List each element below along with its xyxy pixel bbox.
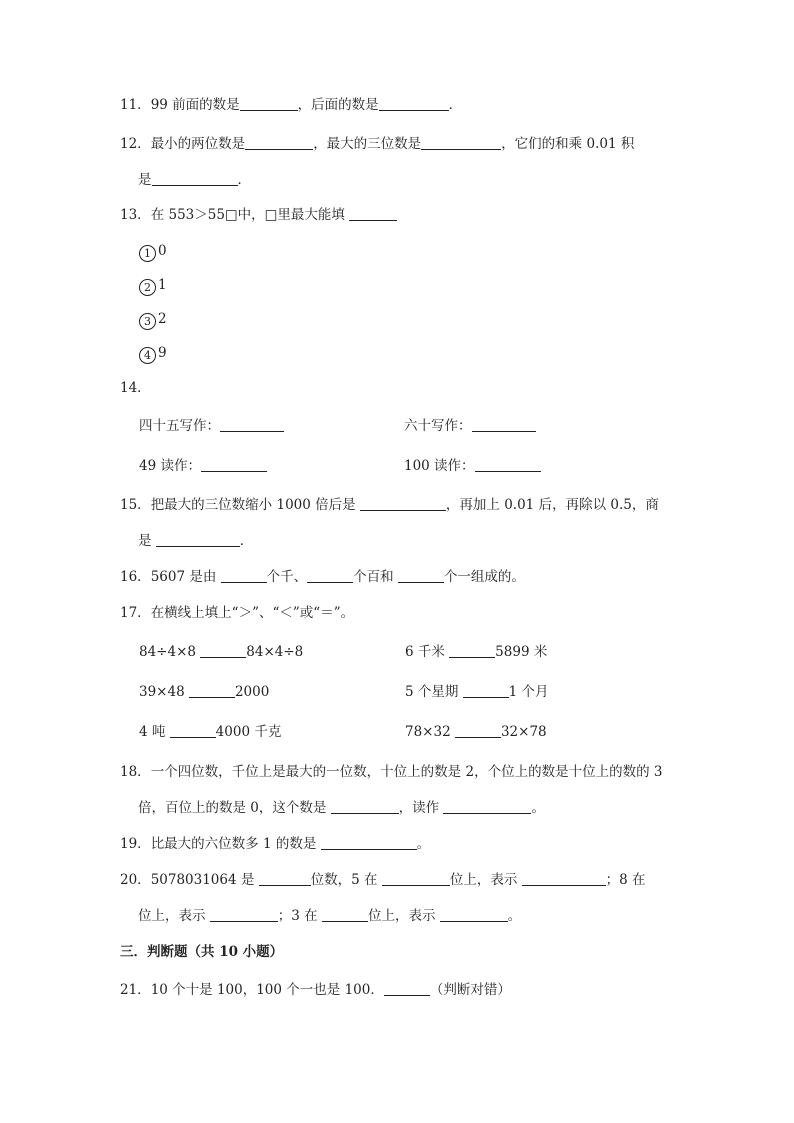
question-number: 18． xyxy=(120,764,151,780)
answer-blank[interactable] xyxy=(443,799,531,814)
question-text: （判断对错） xyxy=(429,982,511,998)
option-4[interactable] xyxy=(139,343,167,364)
question-text: 最小的两位数是 xyxy=(150,136,246,152)
expression: 4 吨 xyxy=(139,724,170,740)
question-number: 11． xyxy=(120,97,151,113)
answer-blank[interactable] xyxy=(472,417,536,432)
answer-blank[interactable] xyxy=(307,568,353,583)
question-text: 。 xyxy=(507,908,522,924)
question-text: 四十五写作： xyxy=(139,418,220,434)
answer-blank[interactable] xyxy=(398,568,444,583)
answer-blank[interactable] xyxy=(152,171,238,186)
option-value: 0 xyxy=(158,243,167,259)
question-text: 比最大的六位数多 1 的数是 xyxy=(150,836,321,852)
answer-blank[interactable] xyxy=(455,723,501,738)
question-21 xyxy=(120,980,511,1000)
question-number: 21． xyxy=(120,982,151,998)
question-11 xyxy=(120,95,462,115)
question-14-c xyxy=(139,456,267,476)
question-text: 99 前面的数是 xyxy=(150,97,240,113)
question-text: 位数，5 在 xyxy=(310,872,382,888)
answer-blank[interactable] xyxy=(360,496,446,511)
question-text: 六十写作： xyxy=(404,418,472,434)
answer-blank[interactable] xyxy=(331,799,399,814)
question-12 xyxy=(120,134,634,154)
answer-blank[interactable] xyxy=(475,457,541,472)
answer-blank[interactable] xyxy=(221,568,267,583)
answer-blank[interactable] xyxy=(210,907,278,922)
question-number: 17． xyxy=(120,605,151,621)
expression: 84×4÷8 xyxy=(246,644,304,660)
question-18 xyxy=(120,762,662,782)
question-text: 是 xyxy=(138,533,156,549)
question-18-cont xyxy=(138,798,545,818)
question-text: ． xyxy=(239,533,254,549)
answer-blank[interactable] xyxy=(200,643,246,658)
question-text: 是 xyxy=(138,172,152,188)
question-text: ；3 在 xyxy=(277,908,322,924)
answer-blank[interactable] xyxy=(382,871,450,886)
question-16 xyxy=(120,567,525,587)
question-text: ． xyxy=(237,172,251,188)
question-text: 。 xyxy=(531,800,545,816)
section-title: 三．判断题（共 10 小题） xyxy=(120,944,284,960)
question-20 xyxy=(120,870,646,890)
compare-row-3-left xyxy=(139,722,281,742)
question-text: 在横线上填上“＞”、“＜”或“＝”。 xyxy=(150,605,355,621)
answer-blank[interactable] xyxy=(421,135,501,150)
compare-row-1-right xyxy=(405,642,547,662)
question-text: 49 读作： xyxy=(139,458,201,474)
compare-row-2-right xyxy=(405,682,549,702)
question-number: 16． xyxy=(120,569,151,585)
expression: 2000 xyxy=(234,684,270,700)
question-text: 。 xyxy=(416,836,431,852)
circled-number-icon: 4 xyxy=(139,347,156,364)
option-value: 1 xyxy=(158,277,167,293)
answer-blank[interactable] xyxy=(259,871,311,886)
question-text: ，读作 xyxy=(398,800,444,816)
answer-blank[interactable] xyxy=(440,907,508,922)
question-text: 100 读作： xyxy=(404,458,475,474)
option-value: 2 xyxy=(158,311,167,327)
expression: 5899 米 xyxy=(495,644,548,660)
expression: 5 个星期 xyxy=(405,684,463,700)
expression: 84÷4×8 xyxy=(139,644,201,660)
question-text: ，后面的数是 xyxy=(297,97,379,113)
question-text: 10 个十是 100，100 个一也是 100． xyxy=(150,982,384,998)
question-number: 13． xyxy=(120,207,151,223)
answer-blank[interactable] xyxy=(522,871,606,886)
question-14-a xyxy=(139,416,284,436)
expression: 4000 千克 xyxy=(215,724,282,740)
answer-blank[interactable] xyxy=(379,96,449,111)
question-text: ，最大的三位数是 xyxy=(313,136,422,152)
question-text: 倍，百位上的数是 0，这个数是 xyxy=(138,800,331,816)
answer-blank[interactable] xyxy=(463,683,509,698)
answer-blank[interactable] xyxy=(220,417,284,432)
answer-blank[interactable] xyxy=(245,135,313,150)
question-text: 一个四位数，千位上是最大的一位数，十位上的数是 2，个位上的数是十位上的数的 3 xyxy=(150,764,663,780)
answer-blank[interactable] xyxy=(449,643,495,658)
question-number: 12． xyxy=(120,136,151,152)
expression: 32×78 xyxy=(500,724,547,740)
question-text: 5078031064 是 xyxy=(150,872,259,888)
answer-blank[interactable] xyxy=(156,532,240,547)
answer-blank[interactable] xyxy=(201,457,267,472)
question-text: 位上，表示 xyxy=(367,908,440,924)
question-text: ，它们的和乘 0.01 积 xyxy=(501,136,635,152)
answer-blank[interactable] xyxy=(170,723,216,738)
question-12-cont xyxy=(138,170,251,190)
question-text: ． xyxy=(448,97,463,113)
compare-row-2-left xyxy=(139,682,269,702)
answer-blank[interactable] xyxy=(322,907,368,922)
question-number: 19． xyxy=(120,836,151,852)
option-value: 9 xyxy=(158,345,167,361)
expression: 1 个月 xyxy=(508,684,549,700)
expression: 39×48 xyxy=(139,684,189,700)
compare-row-1-left xyxy=(139,642,303,662)
question-17 xyxy=(120,603,354,623)
answer-blank[interactable] xyxy=(189,683,235,698)
answer-blank[interactable] xyxy=(240,96,298,111)
option-1[interactable] xyxy=(139,241,167,262)
question-14 xyxy=(120,378,151,398)
answer-blank[interactable] xyxy=(321,835,417,850)
question-14-d xyxy=(404,456,541,476)
option-3[interactable] xyxy=(139,309,167,330)
question-text: 个一组成的。 xyxy=(443,569,525,585)
question-15 xyxy=(120,495,659,515)
question-number: 15． xyxy=(120,497,151,513)
expression: 6 千米 xyxy=(405,644,450,660)
question-number: 20． xyxy=(120,872,151,888)
compare-row-3-right xyxy=(405,722,547,742)
question-number: 14． xyxy=(120,380,151,396)
question-13 xyxy=(120,205,397,225)
circled-number-icon: 2 xyxy=(139,279,156,296)
circled-number-icon: 3 xyxy=(139,313,156,330)
option-2[interactable] xyxy=(139,275,167,296)
question-text: 5607 是由 xyxy=(150,569,221,585)
answer-blank[interactable] xyxy=(349,206,397,221)
answer-blank[interactable] xyxy=(384,981,430,996)
question-14-b xyxy=(404,416,536,436)
question-text: 个百和 xyxy=(353,569,398,585)
expression: 78×32 xyxy=(405,724,455,740)
question-text: 个千、 xyxy=(266,569,308,585)
question-text: ，再加上 0.01 后，再除以 0.5，商 xyxy=(445,497,659,513)
question-text: 在 553＞55□中，□里最大能填 xyxy=(150,207,350,223)
circled-number-icon: 1 xyxy=(139,245,156,262)
question-19 xyxy=(120,834,430,854)
question-text: 位上，表示 xyxy=(449,872,522,888)
question-text: 把最大的三位数缩小 1000 倍后是 xyxy=(150,497,360,513)
question-text: 位上，表示 xyxy=(138,908,210,924)
question-text: ；8 在 xyxy=(605,872,646,888)
question-20-cont xyxy=(138,906,521,926)
question-15-cont xyxy=(138,531,253,551)
